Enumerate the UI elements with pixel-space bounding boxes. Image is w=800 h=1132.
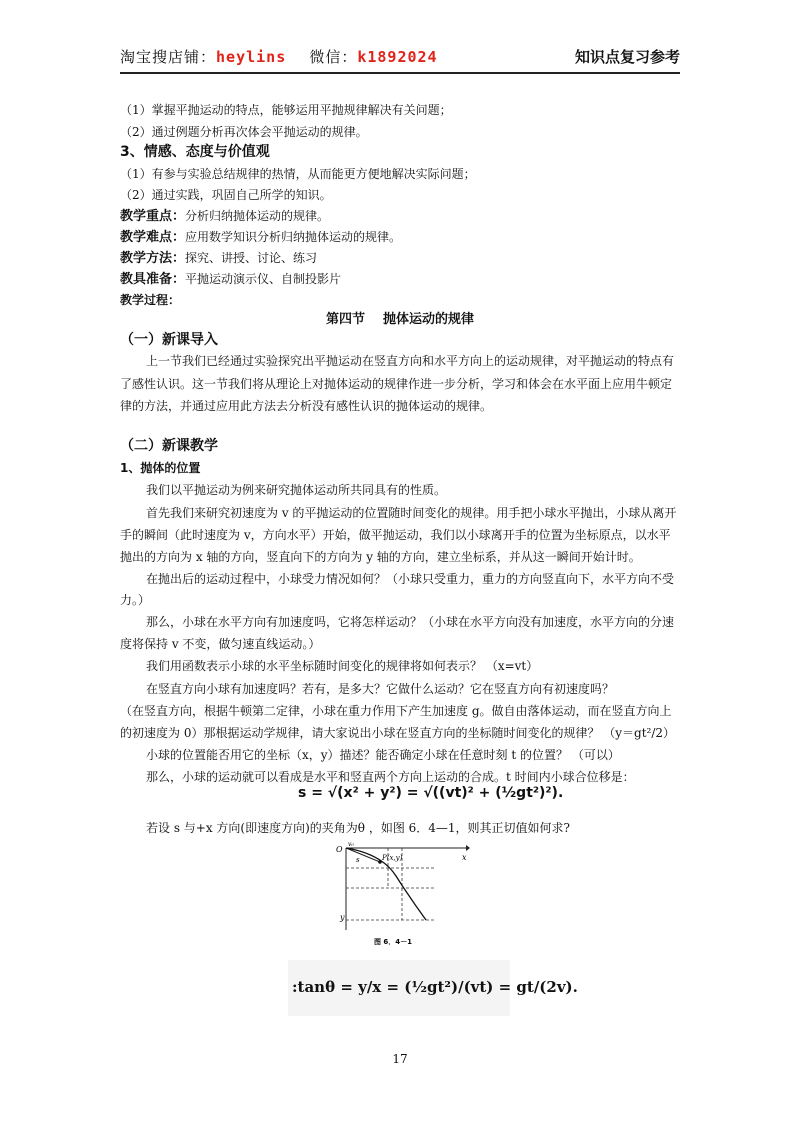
part2-title: （二）新课教学 xyxy=(120,438,218,454)
part1-line: 了感性认识。这一节我们将从理论上对抛体运动的规律作进一步分析，学习和体会在水平面上应用牛顿定 xyxy=(120,377,673,391)
wechat-id: k1892024 xyxy=(357,48,438,66)
page-number: 17 xyxy=(392,1052,408,1066)
key-point xyxy=(120,208,329,225)
body-line: 度将保持 v 不变，做匀速直线运动。） xyxy=(120,637,321,651)
body-line: 那么，小球在水平方向有加速度吗，它将怎样运动？（小球在水平方向没有加速度，水平方向的分速 xyxy=(146,615,675,629)
formula-tan-box xyxy=(288,960,578,1016)
shop-prefix: 淘宝搜店铺： xyxy=(120,48,217,66)
body-line: 的初速度为 0）那根据运动学规律，请大家说出小球在竖直方向的坐标随时间变化的规律？ （y＝gt²/2） xyxy=(120,726,676,740)
body-line: 小球的位置能否用它的坐标（x，y）描述？能否确定小球在任意时刻 t 的位置？ （可以） xyxy=(146,748,620,762)
wechat-prefix: 微信： xyxy=(309,48,358,66)
displacement-line xyxy=(346,848,380,862)
origin-label: O xyxy=(336,845,343,854)
part1-line: 上一节我们已经通过实验探究出平抛运动在竖直方向和水平方向上的运动规律，对平抛运动的特点有 xyxy=(146,354,675,368)
body-line: 手的瞬间（此时速度为 v，方向水平）开始，做平抛运动，我们以小球离开手的位置为坐标原点，以水平 xyxy=(120,528,671,542)
tools-value: 平抛运动演示仪、自制投影片 xyxy=(185,272,342,286)
section3-title: 3、情感、态度与价值观 xyxy=(120,144,270,160)
key-value: 分析归纳抛体运动的规律。 xyxy=(185,209,330,223)
method-value: 探究、讲授、讨论、练习 xyxy=(185,251,318,265)
body-line: （在竖直方向，根据牛顿第二定律，小球在重力作用下产生加速度 g。做自由落体运动，而在竖直方向上 xyxy=(120,704,672,718)
point-label: P(x,y) xyxy=(382,854,403,862)
header-right-title: 知识点复习参考 xyxy=(574,48,680,66)
body-line: 我们以平抛运动为例来研究抛体运动所共同具有的性质。 xyxy=(146,483,447,497)
tools xyxy=(120,271,341,288)
method xyxy=(120,250,317,267)
figure-caption: 图 6．4－1 xyxy=(374,938,413,946)
header-rule xyxy=(120,72,680,74)
header-left xyxy=(120,46,438,67)
difficulty-value: 应用数学知识分析归纳抛体运动的规律。 xyxy=(185,230,402,244)
body-line: 力。） xyxy=(120,593,151,607)
body-line: 在竖直方向小球有加速度吗？若有，是多大？它做什么运动？它在竖直方向有初速度吗？ xyxy=(146,682,615,696)
difficulty-label: 教学难点： xyxy=(120,230,186,245)
body-line: 在抛出后的运动过程中，小球受力情况如何？（小球只受重力，重力的方向竖直向下，水平方向不受 xyxy=(146,572,675,586)
part2-subtitle: 1、抛体的位置 xyxy=(120,461,201,475)
section-title: 第四节 抛体运动的规律 xyxy=(325,312,475,327)
objective-line: （2）通过例题分析再次体会平抛运动的规律。 xyxy=(120,125,368,139)
shop-name: heylins xyxy=(216,48,287,66)
figure-6-4-1 xyxy=(334,840,470,948)
body-line: 我们用函数表示小球的水平坐标随时间变化的规律将如何表示？ （x=vt） xyxy=(146,659,539,673)
x-axis-label: x xyxy=(462,853,467,862)
body-line: 抛出的方向为 x 轴的方向，竖直向下的方向为 y 轴的方向，建立坐标系，并从这一瞬间开始计时。 xyxy=(120,550,641,564)
x-axis-arrow xyxy=(466,845,470,851)
tan-question: 若设 s 与+x 方向(即速度方向)的夹角为θ ，如图 6．4—1，则其正切值如何求? xyxy=(146,821,570,835)
objective-line: （1）掌握平抛运动的特点，能够运用平抛规律解决有关问题； xyxy=(120,103,452,117)
key-label: 教学重点： xyxy=(120,209,186,224)
trajectory-diagram xyxy=(334,840,470,948)
s-label: s xyxy=(356,856,360,864)
body-line: 那么，小球的运动就可以看成是水平和竖直两个方向上运动的合成。t 时间内小球合位移是： xyxy=(146,770,635,784)
tools-label: 教具准备： xyxy=(120,272,186,287)
difficulty xyxy=(120,229,401,246)
body-line: 首先我们来研究初速度为 v 的平抛运动的位置随时间变化的规律。用手把小球水平抛出，小球从离开 xyxy=(146,506,677,520)
part1-line: 律的方法，并通过应用此方法去分析没有感性认识的抛体运动的规律。 xyxy=(120,399,493,413)
page-header xyxy=(120,46,680,70)
section3-item: （2）通过实践，巩固自己所学的知识。 xyxy=(120,188,332,202)
formula-tan: :tanθ = y/x = (½gt²)/(vt) = gt/(2v). xyxy=(292,978,578,996)
part1-title: （一）新课导入 xyxy=(120,332,218,348)
method-label: 教学方法： xyxy=(120,251,186,266)
y-axis-label: y xyxy=(340,913,345,922)
process-label: 教学过程： xyxy=(120,293,181,307)
v0-label: v₀ xyxy=(348,841,354,848)
section3-item: （1）有参与实验总结规律的热情，从而能更方便地解决实际问题； xyxy=(120,167,476,181)
formula-s: s = √(x² + y²) = √((vt)² + (½gt²)²). xyxy=(298,785,564,801)
